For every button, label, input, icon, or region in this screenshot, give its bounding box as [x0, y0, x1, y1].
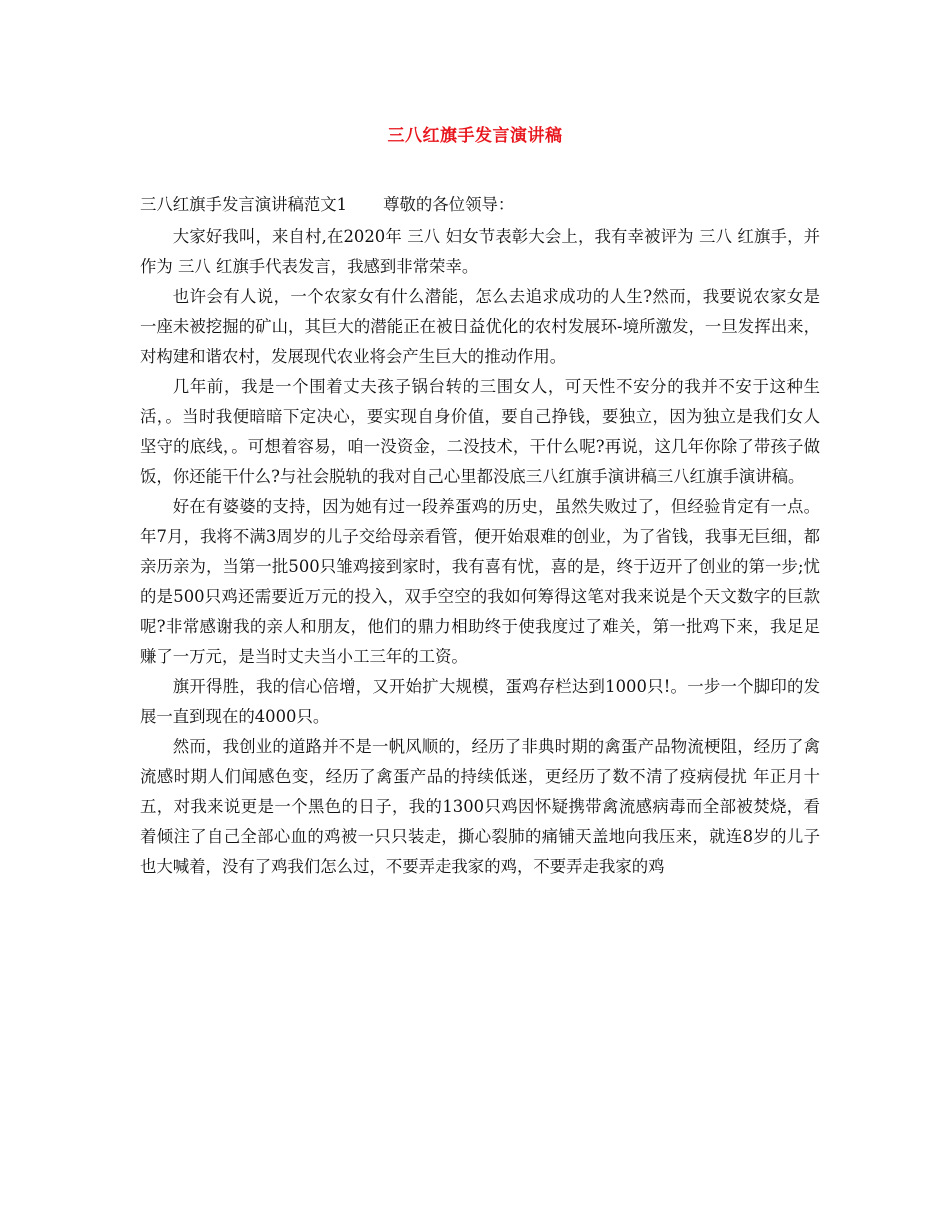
document-body — [140, 190, 820, 882]
paragraph-1: 大家好我叫，来自村,在2020年 三八 妇女节表彰大会上，我有幸被评为 三八 红旗手，并作为 三八 红旗手代表发言，我感到非常荣幸。 — [140, 227, 820, 276]
paragraph-4: 好在有婆婆的支持，因为她有过一段养蛋鸡的历史，虽然失败过了，但经验肯定有一点。年7月，我将不满3周岁的儿子交给母亲看管，便开始艰难的创业，为了省钱，我事无巨细，都亲历亲为，当第一批500只雏鸡接到家时，我有喜有忧，喜的是，终于迈开了创业的第一步;忧的是500只鸡还需要近万元的投入，双手空空的我如何筹得这笔对我来说是个天文数字的巨款呢?非常感谢我的亲人和朋友，他们的鼎力相助终于使我度过了难关，第一批鸡下来，我足足赚了一万元，是当时丈夫当小工三年的工资。 — [140, 497, 820, 666]
paragraph-5: 旗开得胜，我的信心倍增，又开始扩大规模，蛋鸡存栏达到1000只!。一步一个脚印的发展一直到现在的4000只。 — [140, 677, 820, 726]
document-title: 三八红旗手发言演讲稿 — [387, 126, 563, 146]
paragraph-2: 也许会有人说，一个农家女有什么潜能，怎么去追求成功的人生?然而，我要说农家女是一座未被挖掘的矿山，其巨大的潜能正在被日益优化的农村发展环-境所激发，一旦发挥出来，对构建和谐农村，发展现代农业将会产生巨大的推动作用。 — [140, 287, 820, 366]
intro-label: 三八红旗手发言演讲稿范文1 — [140, 195, 348, 214]
paragraph-6: 然而，我创业的道路并不是一帆风顺的，经历了非典时期的禽蛋产品物流梗阻，经历了禽流感时期人们闻感色变，经历了禽蛋产品的持续低迷，更经历了数不清了疫病侵扰 年正月十五，对我来说更是一个黑色的日子，我的1300只鸡因怀疑携带禽流感病毒而全部被焚烧，看着倾注了自己全部心血的鸡被一只只装走，撕心裂肺的痛铺天盖地向我压来，就连8岁的儿子也大喊着，没有了鸡我们怎么过，不要弄走我家的鸡，不要弄走我家的鸡 — [140, 737, 820, 876]
paragraph-3: 几年前，我是一个围着丈夫孩子锅台转的三围女人，可天性不安分的我并不安于这种生活，。当时我便暗暗下定决心，要实现自身价值，要自己挣钱，要独立，因为独立是我们女人坚守的底线，。可想着容易，咱一没资金，二没技术，干什么呢?再说，这几年你除了带孩子做饭，你还能干什么?与社会脱轨的我对自己心里都没底三八红旗手演讲稿三八红旗手演讲稿。 — [140, 377, 820, 486]
intro-line — [140, 190, 820, 220]
intro-greeting: 尊敬的各位领导： — [383, 195, 515, 214]
